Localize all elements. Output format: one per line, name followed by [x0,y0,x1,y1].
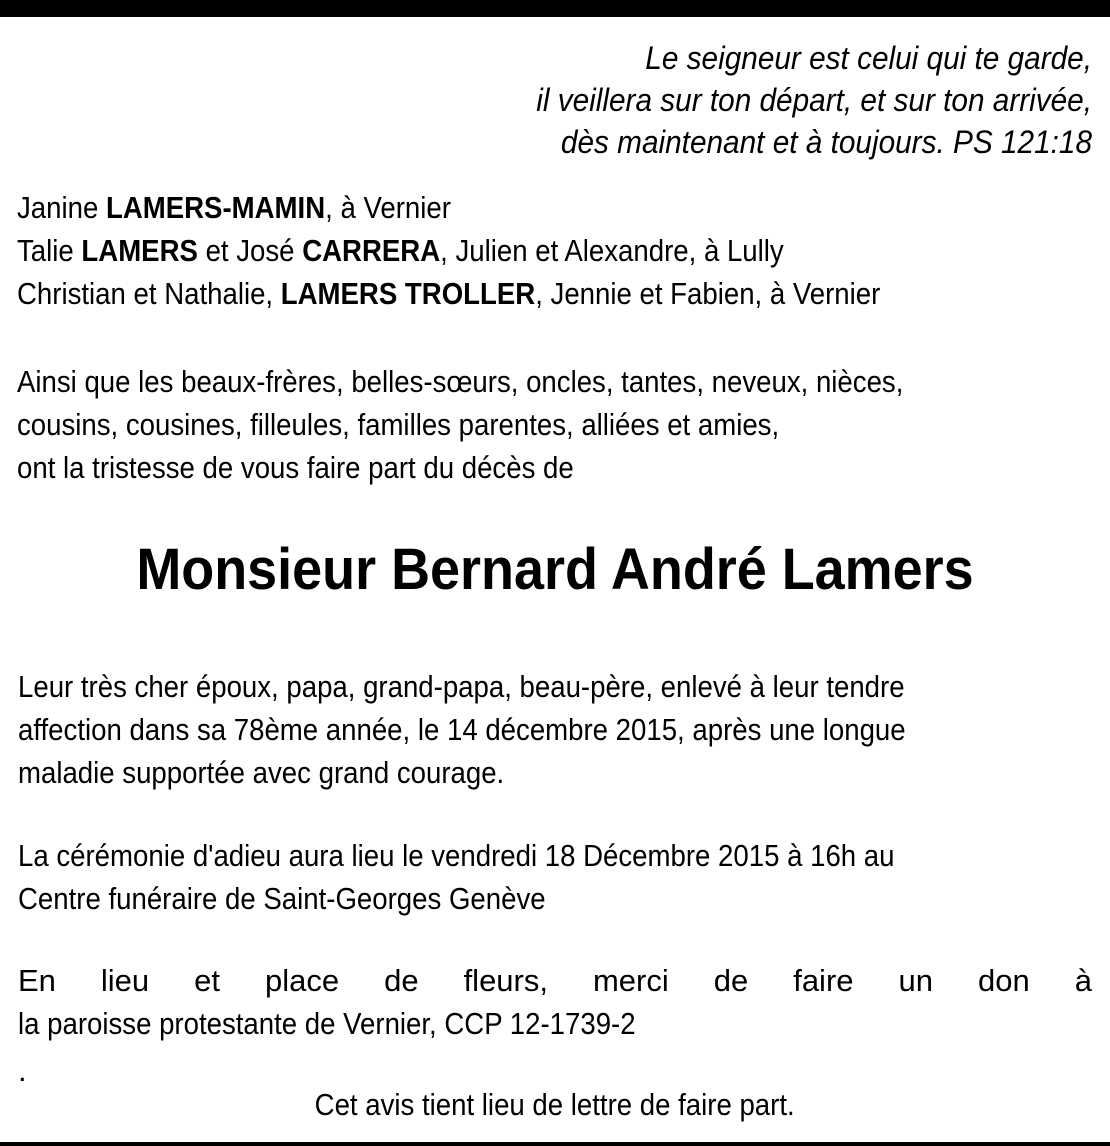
donation-word: de [713,963,749,998]
closing-note [0,1083,1110,1126]
donation-word: En [18,963,56,998]
donation-word: faire [793,963,854,998]
donation-word: don [977,963,1030,998]
family-surname: CARRERA [302,233,441,268]
closing-text: Cet avis tient lieu de lettre de faire part. [314,1087,796,1122]
donation-word: place [265,963,340,998]
tribute-line-2: affection dans sa 78ème année, le 14 décembre 2015, après une longue [18,712,906,747]
verse-line-3: dès maintenant et à toujours. PS 121:18 [560,124,1092,160]
donation-word: fleurs, [463,963,548,998]
family-surname: LAMERS-MAMIN [105,190,326,225]
family-surname: LAMERS TROLLER [280,276,536,311]
donation-word: lieu [100,963,150,998]
family-row-2 [17,229,880,272]
announcement-line-2: cousins, cousines, filleules, familles parentes, alliées et amies, [17,407,780,442]
stray-dot: . [18,1053,27,1088]
tribute-line-3: maladie supportée avec grand courage. [18,755,505,790]
donation-line-2-wrap [18,1002,1092,1045]
tribute-line-3-wrap [18,751,1092,794]
family-row-1 [17,186,880,229]
donation-word: de [384,963,419,998]
tribute-line-1-wrap [18,665,1092,708]
family-given-name: Janine [17,190,106,225]
announcement-line-3: ont la tristesse de vous faire part du décès de [17,450,574,485]
family-surname: LAMERS [81,233,198,268]
ceremony-line-1: La cérémonie d'adieu aura lieu le vendredi 18 Décembre 2015 à 16h au [18,838,895,873]
tribute-line-2-wrap [18,708,1092,751]
announcement-line-1: Ainsi que les beaux-frères, belles-sœurs, oncles, tantes, neveux, nièces, [17,364,904,399]
family-location: , Julien et Alexandre, à Lully [440,233,784,268]
donation-word: à [1074,963,1092,998]
ceremony-paragraph [18,834,1092,920]
deceased-name-heading: Monsieur Bernard André Lamers [136,537,974,602]
ceremony-line-2-wrap [18,877,1092,920]
donation-line-2: la paroisse protestante de Vernier, CCP 12-1739-2 [18,1006,636,1041]
bottom-border-rule [0,1142,1110,1146]
tribute-paragraph [18,665,1092,794]
family-list [17,186,880,315]
tribute-line-1: Leur très cher époux, papa, grand-papa, beau-père, enlevé à leur tendre [18,669,905,704]
family-conjunction: et José [197,233,303,268]
verse-line-1: Le seigneur est celui qui te garde, [645,40,1092,76]
top-border-rule [0,0,1110,17]
donation-line-1 [18,959,1092,1002]
family-location: , Jennie et Fabien, à Vernier [535,276,881,311]
donation-word: et [194,963,221,998]
announcement-paragraph [17,360,903,489]
ceremony-line-1-wrap [18,834,1092,877]
donation-word: un [898,963,933,998]
bible-verse [348,37,1092,163]
family-given-name: Talie [17,233,82,268]
family-given-name: Christian et Nathalie, [17,276,281,311]
ceremony-line-2: Centre funéraire de Saint-Georges Genève [18,881,546,916]
family-location: , à Vernier [325,190,451,225]
family-row-3 [17,272,880,315]
donation-paragraph [18,959,1092,1045]
donation-word: merci [592,963,669,998]
verse-line-2: il veillera sur ton départ, et sur ton arrivée, [536,82,1092,118]
